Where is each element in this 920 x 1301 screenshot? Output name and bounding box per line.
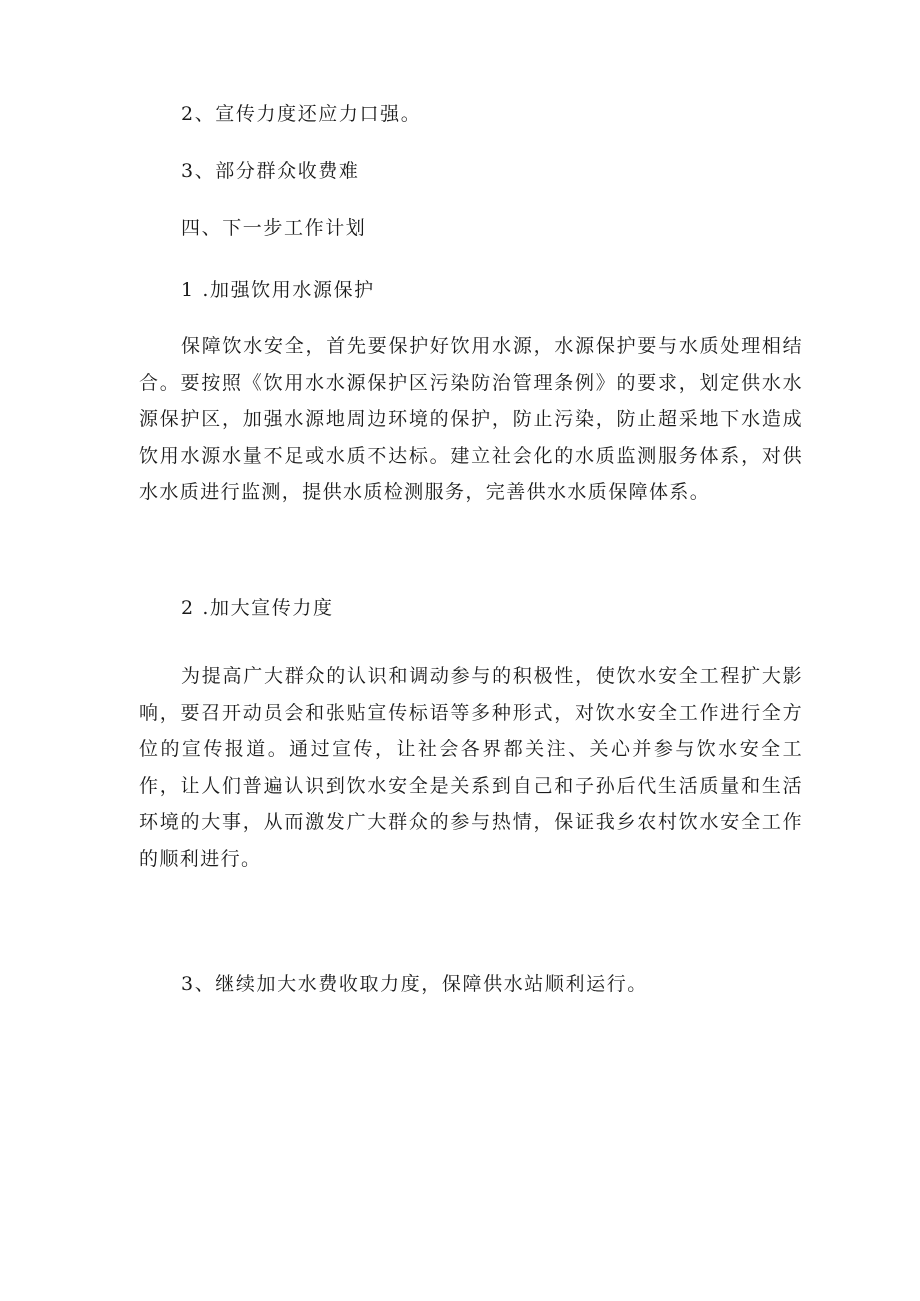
plan-item-3: 3、继续加大水费收取力度，保障供水站顺利运行。	[181, 973, 648, 995]
plan-heading-1: 1 .加强饮用水源保护	[181, 279, 375, 301]
plan-heading-2: 2 .加大宣传力度	[181, 597, 334, 619]
problem-item-3: 3、部分群众收费难	[181, 160, 360, 182]
plan-paragraph-2: 为提高广大群众的认识和调动参与的积极性，使饮水安全工程扩大影响，要召开动员会和张贴宣传标语等多种形式，对饮水安全工作进行全方位的宣传报道。通过宣传，让社会各界都关注、关心并参与饮水安全工作，让人们普遍认识到饮水安全是关系到自己和子孙后代生活质量和生活环境的大事，从而激发广大群众的参与热情，保证我乡农村饮水安全工作的顺利进行。	[139, 665, 803, 870]
problem-item-2: 2、宣传力度还应力口强。	[181, 103, 422, 125]
plan-paragraph-1: 保障饮水安全，首先要保护好饮用水源，水源保护要与水质处理相结合。要按照《饮用水水源保护区污染防治管理条例》的要求，划定供水水源保护区，加强水源地周边环境的保护，防止污染，防止超采地下水造成饮用水源水量不足或水质不达标。建立社会化的水质监测服务体系，对供水水质进行监测，提供水质检测服务，完善供水水质保障体系。	[139, 335, 803, 503]
section-heading-next-steps: 四、下一步工作计划	[181, 217, 367, 239]
